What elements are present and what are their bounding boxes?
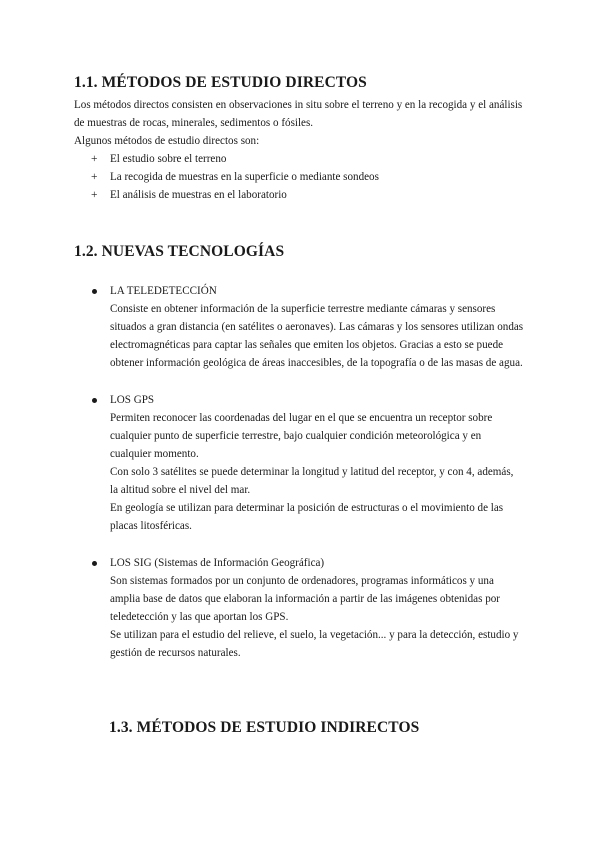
paragraph-line: Permiten reconocer las coordenadas del lugar en el que se encuentra un receptor sobre xyxy=(110,412,493,424)
intro-line-3: Algunos métodos de estudio directos son: xyxy=(74,135,260,147)
list-item: El estudio sobre el terreno xyxy=(110,153,227,165)
paragraph-line: obtener información geológica de áreas inaccesibles, de la topografía o de las masas de agua. xyxy=(110,357,523,369)
paragraph-line: la altitud sobre el nivel del mar. xyxy=(110,484,251,496)
paragraph-line: Son sistemas formados por un conjunto de ordenadores, programas informáticos y una xyxy=(110,575,494,587)
paragraph-line: amplia base de datos que elaboran la información a partir de las imágenes obtenidas por xyxy=(110,593,500,605)
section-title-metodos-directos: 1.1. MÉTODOS DE ESTUDIO DIRECTOS xyxy=(74,74,367,91)
item-heading-gps: LOS GPS xyxy=(110,394,155,406)
paragraph-line: placas litosféricas. xyxy=(110,520,192,532)
paragraph-line: Con solo 3 satélites se puede determinar la longitud y latitud del receptor, y con 4, además, xyxy=(110,466,514,478)
plus-bullet-icon: + xyxy=(91,153,98,165)
paragraph-line: En geología se utilizan para determinar la posición de estructuras o el movimiento de las xyxy=(110,502,504,514)
paragraph-line: gestión de recursos naturales. xyxy=(110,647,241,659)
bullet-dot-icon xyxy=(92,561,97,566)
plus-bullet-icon: + xyxy=(91,189,98,201)
paragraph-line: teledetección y las que aportan los GPS. xyxy=(110,611,289,623)
list-item: La recogida de muestras en la superficie o mediante sondeos xyxy=(110,171,379,183)
plus-bullet-icon: + xyxy=(91,171,98,183)
bullet-dot-icon xyxy=(92,398,97,403)
paragraph-line: electromagnéticas para captar las señales que emiten los objetos. Gracias a esto se puede xyxy=(110,339,504,351)
paragraph-line: Se utilizan para el estudio del relieve, el suelo, la vegetación... y para la detección, estudio y xyxy=(110,629,519,641)
bullet-dot-icon xyxy=(92,289,97,294)
paragraph-line: Consiste en obtener información de la superficie terrestre mediante cámaras y sensores xyxy=(110,303,496,315)
paragraph-line: situados a gran distancia (en satélites o aeronaves). Las cámaras y los sensores utilizan ondas xyxy=(110,321,524,333)
section-title-metodos-indirectos: 1.3. MÉTODOS DE ESTUDIO INDIRECTOS xyxy=(109,719,420,736)
item-heading-sig: LOS SIG (Sistemas de Información Geográfica) xyxy=(110,557,325,569)
item-heading-teledeteccion: LA TELEDETECCIÓN xyxy=(110,285,217,297)
list-item: El análisis de muestras en el laboratorio xyxy=(110,189,287,201)
intro-line-2: de muestras de rocas, minerales, sedimentos o fósiles. xyxy=(74,117,314,129)
paragraph-line: cualquier punto de superficie terrestre, bajo cualquier condición meteorológica y en xyxy=(110,430,482,442)
section-title-nuevas-tecnologias: 1.2. NUEVAS TECNOLOGÍAS xyxy=(74,243,285,260)
intro-line-1: Los métodos directos consisten en observaciones in situ sobre el terreno y en la recogida y el análisis xyxy=(74,99,523,111)
paragraph-line: cualquier momento. xyxy=(110,448,199,460)
